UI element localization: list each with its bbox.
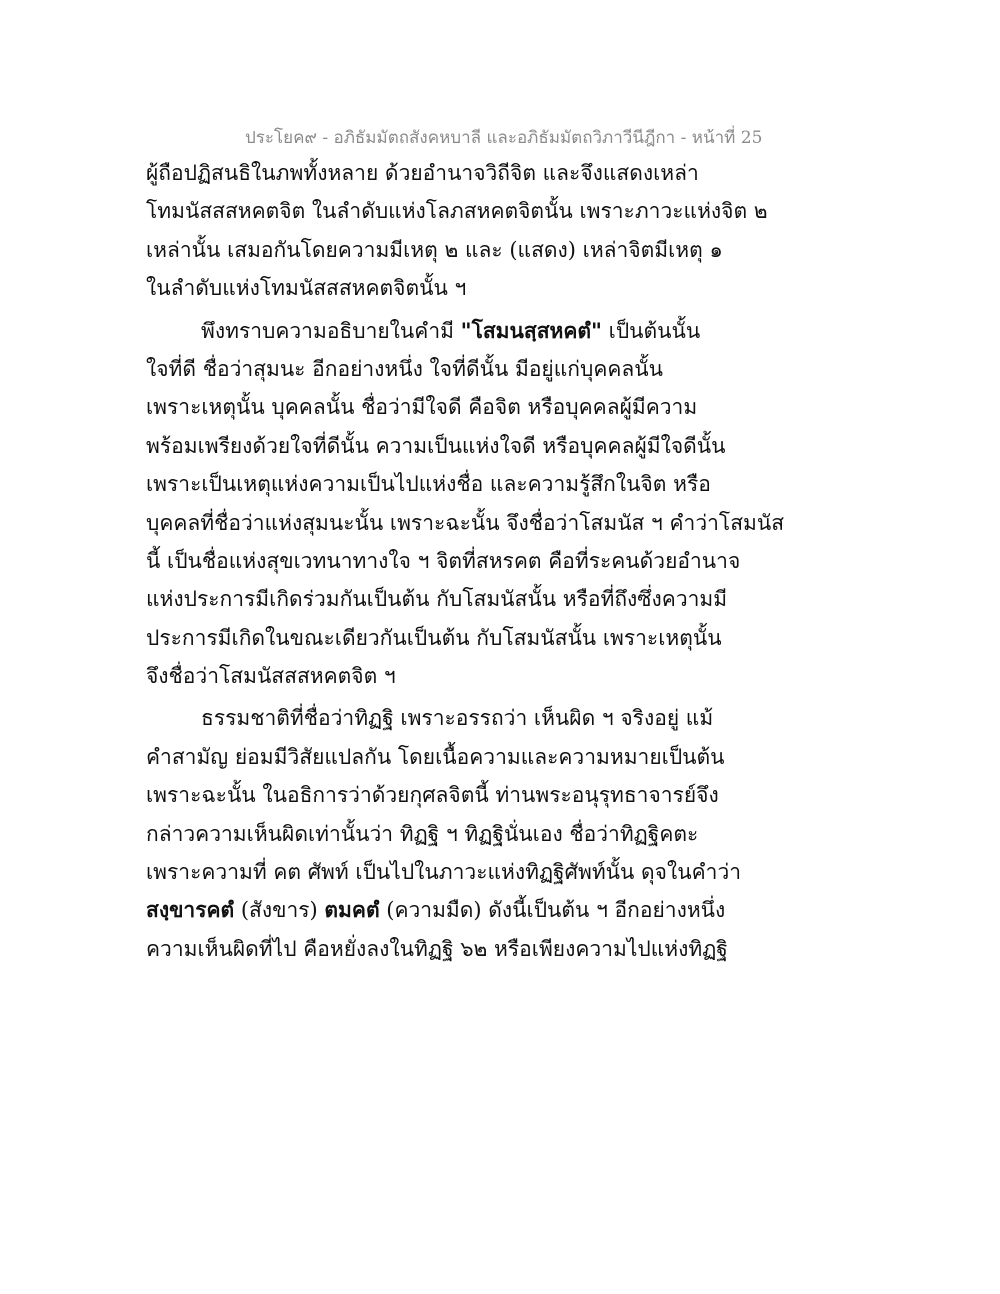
text-line: จึงชื่อว่าโสมนัสสสหคตจิต ฯ: [146, 664, 396, 689]
text-line-first: [146, 312, 756, 350]
text-line: ประการมีเกิดในขณะเดียวกันเป็นต้น กับโสมนัสนั้น เพราะเหตุนั้น: [146, 625, 722, 650]
text-line: นี้ เป็นชื่อแห่งสุขเวทนาทางใจ ฯ จิตที่สหรคต คือที่ระคนด้วยอำนาจ: [146, 548, 741, 573]
text-line: โทมนัสสสหคตจิต ในลำดับแห่งโลภสหคตจิตนั้น เพราะภาวะแห่งจิต ๒: [146, 199, 768, 224]
text-line-first: ธรรมชาติที่ชื่อว่าทิฏฐิ เพราะอรรถว่า เห็นผิด ฯ จริงอยู่ แม้: [201, 706, 714, 731]
text-line: กล่าวความเห็นผิดเท่านั้นว่า ทิฏฐิ ฯ ทิฏฐินั่นเอง ชื่อว่าทิฏฐิคตะ: [146, 821, 699, 846]
text-line: เหล่านั้น เสมอกันโดยความมีเหตุ ๒ และ (แสดง) เหล่าจิตมีเหตุ ๑: [146, 237, 723, 262]
text-run: เป็นต้นนั้น: [601, 318, 701, 343]
text-line: บุคคลที่ชื่อว่าแห่งสุมนะนั้น เพราะฉะนั้น จึงชื่อว่าโสมนัส ฯ คำว่าโสมนัส: [146, 510, 785, 535]
text-line: เพราะความที่ คต ศัพท์ เป็นไปในภาวะแห่งทิฏฐิศัพท์นั้น ดุจในคำว่า: [146, 860, 742, 885]
text-line: เพราะเหตุนั้น บุคคลนั้น ชื่อว่ามีใจดี คือจิต หรือบุคคลผู้มีความ: [146, 395, 698, 420]
pali-term-bold: สงฺขารคตํ: [146, 897, 235, 923]
text-run: (สังขาร): [234, 898, 325, 923]
page-body: [146, 154, 785, 968]
text-line: พร้อมเพรียงด้วยใจที่ดีนั้น ความเป็นแห่งใจดี หรือบุคคลผู้มีใจดีนั้น: [146, 433, 726, 458]
pali-term-bold: ตมคตํ: [324, 897, 380, 923]
text-run: พึงทราบความอธิบายในคำมี: [201, 318, 461, 343]
pali-term-bold: "โสมนสฺสหคตํ": [460, 317, 602, 343]
text-line: เพราะเป็นเหตุแห่งความเป็นไปแห่งชื่อ และความรู้สึกในจิต หรือ: [146, 472, 711, 497]
text-line: ในลำดับแห่งโทมนัสสสหคตจิตนั้น ฯ: [146, 276, 467, 301]
text-line: ผู้ถือปฏิสนธิในภพทั้งหลาย ด้วยอำนาจวิถีจิต และจึงแสดงเหล่า: [146, 161, 699, 185]
text-line: แห่งประการมีเกิดร่วมกันเป็นต้น กับโสมนัสนั้น หรือที่ถึงซึ่งความมี: [146, 587, 728, 612]
text-line: ใจที่ดี ชื่อว่าสุมนะ อีกอย่างหนึ่ง ใจที่ดีนั้น มีอยู่แก่บุคคลนั้น: [146, 356, 663, 381]
text-line: ความเห็นผิดที่ไป คือหยั่งลงในทิฏฐิ ๖๒ หรือเพียงความไปแห่งทิฏฐิ: [146, 936, 728, 961]
text-run: (ความมืด) ดังนี้เป็นต้น ฯ อีกอย่างหนึ่ง: [379, 898, 726, 923]
text-line-with-terms: [146, 891, 756, 929]
text-line: คำสามัญ ย่อมมีวิสัยแปลกัน โดยเนื้อความและความหมายเป็นต้น: [146, 744, 725, 769]
paragraph-3: [146, 699, 756, 968]
running-header: [245, 124, 763, 151]
text-line: เพราะฉะนั้น ในอธิการว่าด้วยกุศลจิตนี้ ท่านพระอนุรุทธาจารย์จึง: [146, 783, 719, 808]
paragraph-1: [146, 154, 768, 308]
paragraph-2: [146, 312, 785, 696]
running-header-text: ประโยค๙ - อภิธัมมัตถสังคหบาลี และอภิธัมมัตถวิภาวีนีฎีกา - หน้าที่ 25: [245, 128, 763, 148]
